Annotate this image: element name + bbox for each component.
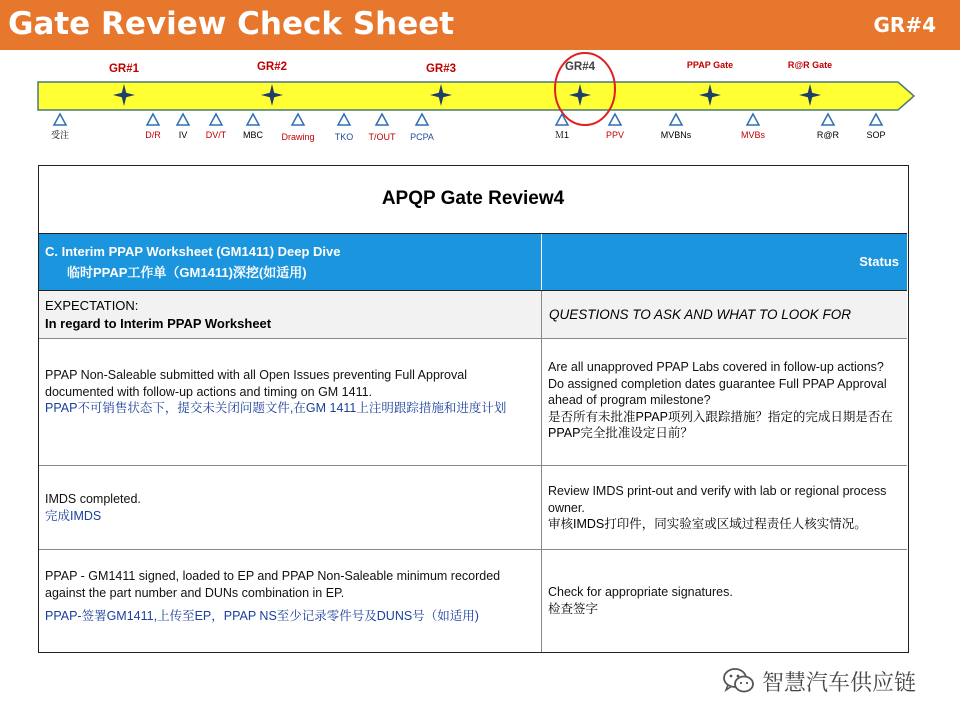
milestone-triangle-icon (247, 114, 259, 125)
milestone-triangle-icon (376, 114, 388, 125)
milestone-label: MVBs (740, 130, 766, 140)
table-row (39, 339, 907, 466)
milestone-label: R@R (816, 130, 840, 140)
expectation-text-cn: PPAP不可销售状态下，提交未关闭问题文件,在GM 1411上注明跟踪措施和进度计划 (45, 401, 507, 415)
question-text-cell (541, 339, 907, 465)
section-title-cell (39, 234, 541, 290)
table-row (39, 466, 907, 550)
gate-label: GR#4 (564, 61, 596, 73)
status-label: Status (859, 254, 899, 269)
sheet-title: APQP Gate Review4 (381, 188, 565, 209)
timeline-graphic (0, 52, 960, 152)
expectation-text-cn: PPAP-签署GM1411,上传至EP，PPAP NS至少记录零件号及DUNS号（如适用) (45, 609, 479, 623)
gate-label: GR#3 (425, 63, 457, 75)
expectation-label: EXPECTATION: (45, 298, 139, 313)
milestone-label: Ｍ1 (554, 130, 570, 140)
milestone-triangle-icon (54, 114, 66, 125)
gate-label: GR#1 (108, 63, 140, 75)
gate-code: GR#4 (873, 13, 936, 37)
gate-label: GR#2 (256, 61, 288, 73)
question-text-en: Are all unapproved PPAP Labs covered in follow-up actions? Do assigned completion dates guarantee Full PPAP Approval ahead of program milestone? (548, 360, 887, 407)
question-text-en: Review IMDS print-out and verify with lab or regional process owner. (548, 484, 887, 515)
sheet-title-row (39, 166, 907, 234)
header-bar (0, 0, 960, 50)
milestone-label: MVBNs (660, 130, 692, 140)
expectation-text-cn: 完成IMDS (45, 508, 102, 523)
expectation-text-en: IMDS completed. (45, 492, 141, 506)
milestone-triangle-icon (292, 114, 304, 125)
milestone-triangle-icon (177, 114, 189, 125)
watermark-text: 智慧汽车供应链 (762, 671, 917, 696)
question-text-cn: 检查签字 (548, 601, 599, 616)
page-title: Gate Review Check Sheet (8, 6, 455, 42)
status-cell (541, 234, 907, 290)
question-text-en: Check for appropriate signatures. (548, 585, 733, 599)
milestone-triangle-icon (870, 114, 882, 125)
milestone-label: PPV (605, 130, 625, 140)
expectation-cell (39, 291, 541, 338)
section-title-cn: 临时PPAP工作单（GM1411)深挖(如适用) (67, 265, 307, 280)
milestone-triangle-icon (747, 114, 759, 125)
milestone-triangle-icon (416, 114, 428, 125)
questions-header: QUESTIONS TO ASK AND WHAT TO LOOK FOR (549, 307, 852, 322)
wechat-icon (722, 666, 756, 696)
expectation-text-en: PPAP Non-Saleable submitted with all Open Issues preventing Full Approval documented with follow-up actions and timing on GM 1411. (45, 368, 467, 399)
expectation-subtitle: In regard to Interim PPAP Worksheet (45, 316, 272, 331)
gate-label: R@R Gate (787, 60, 833, 70)
milestone-label: PCPA (410, 132, 434, 142)
milestone-label: 受注 (50, 130, 70, 140)
milestone-label: T/OUT (368, 132, 396, 142)
table-row (39, 550, 907, 652)
gate-label: PPAP Gate (686, 60, 734, 70)
milestone-triangle-icon (609, 114, 621, 125)
section-header-row (39, 234, 907, 291)
milestone-triangle-icon (822, 114, 834, 125)
milestone-triangle-icon (556, 114, 568, 125)
section-title-en: C. Interim PPAP Worksheet (GM1411) Deep Dive (45, 244, 341, 259)
questions-header-cell (541, 291, 907, 338)
expectation-text-en: PPAP - GM1411 signed, loaded to EP and PPAP Non-Saleable minimum recorded against the part number and DUNs combination in EP. (45, 569, 501, 600)
expectation-text-cell (39, 550, 541, 652)
milestone-triangle-icon (670, 114, 682, 125)
check-sheet-table (38, 165, 909, 653)
milestone-label: IV (178, 130, 188, 140)
expectation-header-row (39, 291, 907, 339)
milestone-label: D/R (145, 130, 161, 140)
question-text-cn: 审核IMDS打印件，同实验室或区域过程责任人核实情况。 (548, 517, 867, 531)
milestone-triangle-icon (338, 114, 350, 125)
question-text-cell (541, 550, 907, 652)
question-text-cell (541, 466, 907, 549)
timeline-arrow-bar (38, 82, 914, 110)
gate-timeline (0, 52, 960, 152)
milestone-label: SOP (866, 130, 886, 140)
question-text-cn: 是否所有未批准PPAP项列入跟踪措施？指定的完成日期是否在PPAP完全批准设定日前？ (548, 409, 893, 440)
milestone-label: TKO (334, 132, 354, 142)
milestone-label: MBC (243, 130, 263, 140)
expectation-text-cell (39, 466, 541, 549)
milestone-label: Drawing (281, 132, 315, 142)
milestone-triangle-icon (210, 114, 222, 125)
milestone-triangle-icon (147, 114, 159, 125)
milestone-label: DV/T (205, 130, 227, 140)
expectation-text-cell (39, 339, 541, 465)
